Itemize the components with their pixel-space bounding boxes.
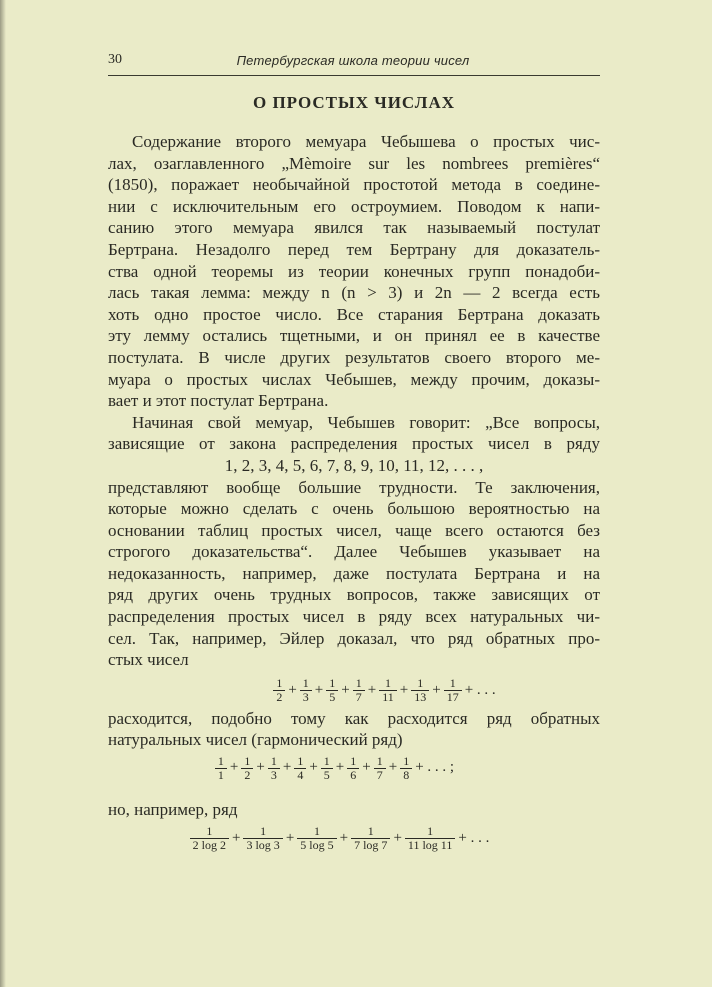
text-line: санию этого мемуара явился так называемый постулат: [108, 218, 600, 238]
numerator: 1: [384, 676, 391, 691]
fraction: [297, 825, 336, 852]
text-line: хоть одно простое число. Все старания Бертрана доказать: [108, 304, 600, 324]
text-line: недоказанность, например, даже постулата Бертрана и на: [108, 563, 600, 583]
numerator: 1: [323, 753, 330, 768]
fraction: [326, 677, 338, 704]
text-line: натуральных чисел (гармонический ряд): [108, 730, 403, 750]
text-line: стых чисел: [108, 650, 189, 670]
text-line: нии с исключительным его остроумием. Поводом к напи-: [108, 196, 600, 216]
numerator: 1: [297, 753, 304, 768]
page-header: [108, 52, 598, 72]
fraction: [374, 755, 386, 782]
plus-sign: +: [256, 759, 265, 776]
paragraph-5: [108, 799, 600, 821]
plus-sign: +: [285, 829, 295, 846]
denominator: 3: [268, 768, 280, 782]
series-tail: + . . .: [458, 829, 490, 846]
denominator: 17: [444, 690, 462, 704]
fraction: [215, 755, 227, 782]
text-line: лах, озаглавленного „Mèmoire sur les nombrees premières“: [108, 153, 600, 173]
numerator: 1: [376, 753, 383, 768]
plus-sign: +: [282, 759, 292, 776]
numerator: 1: [270, 753, 277, 768]
plus-sign: +: [339, 829, 349, 846]
plus-sign: +: [388, 759, 398, 776]
fraction: [300, 677, 312, 704]
text-line: постулата. В числе других результатов своего второго ме-: [108, 347, 600, 367]
numerator: 1: [417, 676, 424, 691]
series-harmonic: [68, 751, 600, 785]
fraction: [273, 677, 285, 704]
numerator: 1: [427, 824, 434, 839]
fraction: [294, 755, 306, 782]
fraction: [379, 677, 397, 704]
denominator: 1: [215, 768, 227, 782]
denominator: 13: [411, 690, 429, 704]
running-title: Петербургская школа теории чисел: [236, 53, 470, 68]
body-text: [108, 131, 600, 857]
denominator: 8: [400, 768, 412, 782]
text-line: (1850), поражает необычайной простотой метода в соедине-: [108, 175, 600, 195]
fraction: [243, 825, 282, 852]
denominator: 5: [326, 690, 338, 704]
text-line: Содержание второго мемуара Чебышева о простых чис-: [132, 132, 600, 151]
text-line: вает и этот постулат Бертрана.: [108, 391, 329, 411]
text-line: муара о простых числах Чебышев, между прочим, доказы-: [108, 369, 600, 389]
page-number: 30: [108, 52, 122, 67]
fraction: [268, 755, 280, 782]
fraction: [190, 825, 229, 852]
denominator: 7: [374, 768, 386, 782]
denominator: 2: [273, 690, 285, 704]
text-line: ства одной теоремы из теории конечных групп понадоби-: [108, 261, 600, 281]
plus-sign: +: [432, 682, 441, 699]
paragraph-1: [108, 131, 600, 412]
numerator: 1: [329, 676, 336, 691]
text-line: Начиная свой мемуар, Чебышев говорит: „Все вопросы,: [132, 412, 600, 432]
series-tail: + . . .: [464, 682, 496, 699]
denominator: 2: [241, 768, 253, 782]
denominator: 11: [379, 690, 397, 704]
plus-sign: +: [393, 829, 402, 846]
denominator: 3 log 3: [243, 838, 282, 852]
numerator: 1: [206, 824, 213, 839]
plus-sign: +: [232, 829, 241, 846]
fraction: [353, 677, 365, 704]
plus-sign: +: [288, 682, 297, 699]
series-reciprocal-primes: [168, 674, 600, 708]
series-log: [78, 821, 600, 857]
text-line: представляют вообще большие трудности. Те заключения,: [108, 477, 600, 497]
denominator: 3: [300, 690, 312, 704]
fraction: [321, 755, 333, 782]
denominator: 7 log 7: [351, 838, 390, 852]
plus-sign: +: [229, 759, 239, 776]
fraction: [405, 825, 455, 852]
numerator: 1: [244, 753, 251, 768]
plus-sign: +: [367, 682, 377, 699]
fraction: [400, 755, 412, 782]
plus-sign: +: [309, 759, 318, 776]
numerator: 1: [355, 676, 362, 691]
fraction: [241, 755, 253, 782]
plus-sign: +: [335, 759, 345, 776]
numerator: 1: [217, 753, 224, 768]
text-line: строгого доказательства“. Далее Чебышев указывает на: [108, 542, 600, 562]
paragraph-4: [108, 708, 600, 751]
text-line: Бертрана. Незадолго перед тем Бертрану для доказатель-: [108, 239, 600, 259]
numerator: 1: [302, 676, 309, 691]
denominator: 11 log 11: [405, 838, 455, 852]
text-line: расходится, подобно тому как расходится ряд обратных: [108, 708, 600, 728]
fraction: [347, 755, 359, 782]
denominator: 4: [294, 768, 306, 782]
plus-sign: +: [362, 759, 371, 776]
page-edge-shadow: [0, 0, 6, 987]
natural-sequence: 1, 2, 3, 4, 5, 6, 7, 8, 9, 10, 11, 12, . . . ,: [224, 455, 484, 475]
denominator: 7: [353, 690, 365, 704]
text-line: лась такая лемма: между n (n > 3) и 2n — 2 всегда есть: [108, 283, 600, 303]
text-line: эту лемму остались тщетными, и он принял ее в качестве: [108, 326, 600, 346]
plus-sign: +: [399, 682, 409, 699]
text-line: зависящие от закона распределения простых чисел в ряду: [108, 434, 600, 454]
text-line: основании таблиц простых чисел, чаще всего остаются без: [108, 520, 600, 540]
denominator: 5 log 5: [297, 838, 336, 852]
plus-sign: +: [341, 682, 350, 699]
fraction: [351, 825, 390, 852]
text-line: сел. Так, например, Эйлер доказал, что ряд обратных про-: [108, 628, 600, 648]
numerator: 1: [260, 824, 267, 839]
denominator: 2 log 2: [190, 838, 229, 852]
text-line: распределения простых чисел в ряду всех натуральных чи-: [108, 607, 600, 627]
numerator: 1: [350, 753, 357, 768]
series-tail: + . . . ;: [415, 759, 455, 776]
paragraph-2: [108, 412, 600, 455]
fraction: [444, 677, 462, 704]
plus-sign: +: [314, 682, 324, 699]
header-rule: [108, 75, 600, 76]
numerator: 1: [367, 824, 374, 839]
text-line: ряд других очень трудных вопросов, также зависящих от: [108, 585, 600, 605]
numerator: 1: [276, 676, 283, 691]
numerator: 1: [403, 753, 410, 768]
section-title: О ПРОСТЫХ ЧИСЛАХ: [252, 93, 456, 112]
numerator: 1: [449, 676, 456, 691]
text-line: но, например, ряд: [108, 800, 238, 820]
fraction: [411, 677, 429, 704]
text-line: которые можно сделать с очень большою вероятностью на: [108, 499, 600, 519]
paragraph-3: [108, 477, 600, 671]
denominator: 6: [347, 768, 359, 782]
numerator: 1: [313, 824, 320, 839]
denominator: 5: [321, 768, 333, 782]
